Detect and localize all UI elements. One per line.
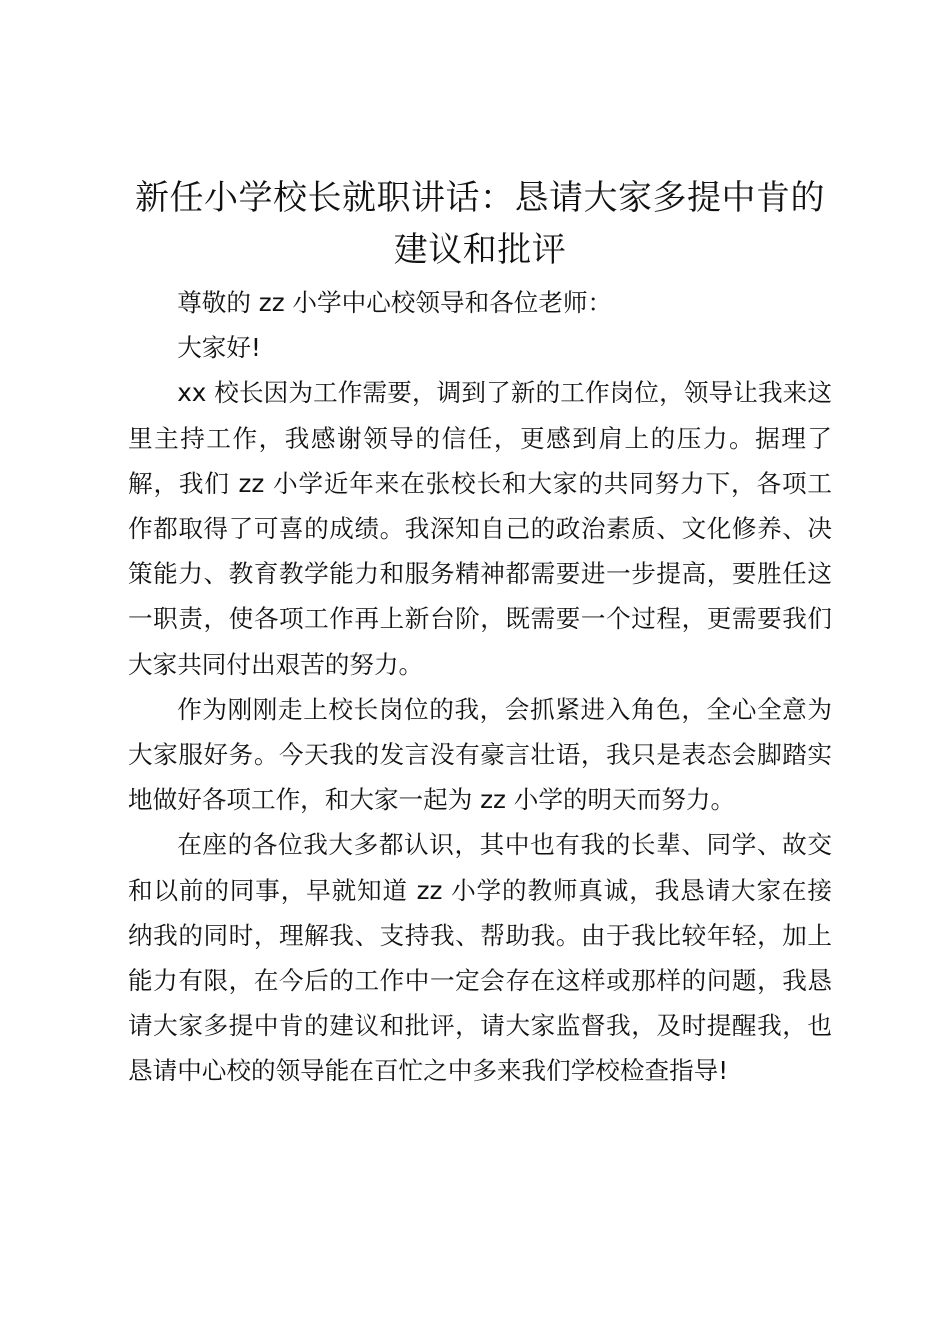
salutation: 尊敬的 zz 小学中心校领导和各位老师：: [177, 288, 613, 317]
greeting: 大家好!: [177, 333, 261, 363]
body-paragraph-3: 在座的各位我大多都认识，其中也有我的长辈、同学、故交和以前的同事，早就知道 zz 小学的教师真诚，我恳请大家在接纳我的同时，理解我、支持我、帮助我。由于我比较年轻，加上能力有限，在今后的工作中一定会存在这样或那样的问题，我恳请大家多提中肯的建议和批评，请大家监督我，及时提醒我，也恳请中心校的领导能在百忙之中多来我们学校检查指导!: [128, 830, 832, 1086]
document-page: [128, 172, 832, 1094]
body-paragraph-1: xx 校长因为工作需要，调到了新的工作岗位，领导让我来这里主持工作，我感谢领导的信任，更感到肩上的压力。据理了解，我们 zz 小学近年来在张校长和大家的共同努力下，各项工作都取得了可喜的成绩。我深知自己的政治素质、文化修养、决策能力、教育教学能力和服务精神都需要进一步提高，要胜任这一职责，使各项工作再上新台阶，既需要一个过程，更需要我们大家共同付出艰苦的努力。: [128, 378, 832, 679]
body-paragraph-2: 作为刚刚走上校长岗位的我，会抓紧进入角色，全心全意为大家服好务。今天我的发言没有豪言壮语，我只是表态会脚踏实地做好各项工作，和大家一起为 zz 小学的明天而努力。: [128, 694, 832, 815]
document-title: 新任小学校长就职讲话：恳请大家多提中肯的建议和批评: [135, 178, 825, 270]
